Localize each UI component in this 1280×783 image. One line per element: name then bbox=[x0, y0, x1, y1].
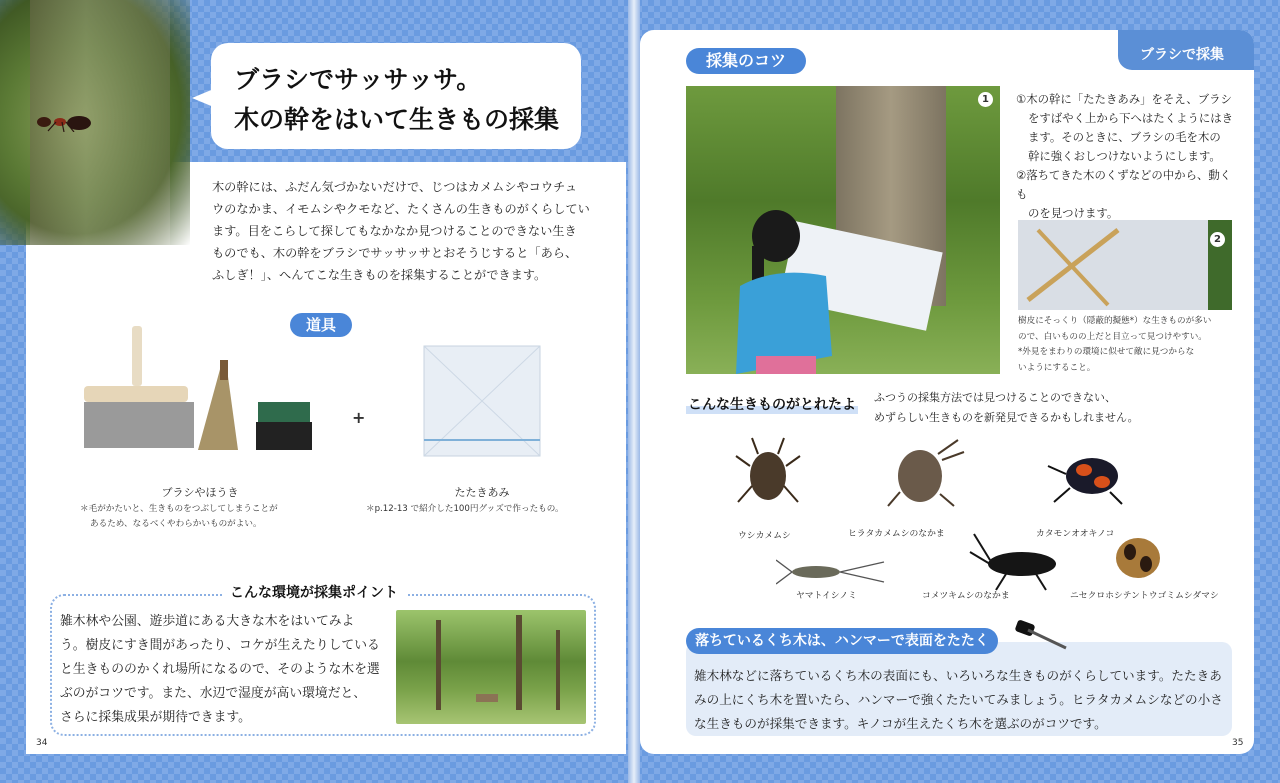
ant-icon bbox=[34, 112, 98, 132]
note-line: ので、白いものの上だと目立って見つけやすい。 bbox=[1018, 331, 1207, 342]
catch-desc-line: めずらしい生きものを新発見できるかもしれません。 bbox=[874, 411, 1139, 424]
fungus-beetle-icon bbox=[1040, 448, 1130, 506]
step-line: ①木の幹に「たたきあみ」をそえ、ブラシ bbox=[1016, 92, 1232, 106]
brushes-illustration bbox=[80, 322, 320, 458]
rotten-wood-text bbox=[694, 664, 1226, 736]
intro-text bbox=[212, 176, 596, 286]
steps-text bbox=[1016, 90, 1238, 223]
tips-label: 採集のコツ bbox=[686, 48, 806, 74]
env-line: ぶのがコツです。また、水辺で湿度が高い環境だと、 bbox=[60, 686, 367, 701]
note-line: *外見をまわりの環境に似せて敵に見つからな bbox=[1018, 347, 1195, 357]
headline-line1: ブラシでサッサッサ。 bbox=[234, 65, 482, 94]
intro-line: 木の幹には、ふだん気づかないだけで、じつはカメムシやコウチュ bbox=[212, 180, 578, 194]
page-number-left: 34 bbox=[36, 738, 48, 748]
intro-line: ウのなかま、イモムシやクモなど、たくさんの生きものがくらしてい bbox=[212, 202, 590, 216]
rot-line: 雑木林などに落ちているくち木の表面にも、いろいろな生きものがくらしています。たたきあ bbox=[694, 668, 1222, 683]
env-line: う。樹皮にすき間があったり、コケが生えたりしている bbox=[60, 638, 380, 653]
rotten-wood-title: 落ちているくち木は、ハンマーで表面をたたく bbox=[686, 628, 998, 654]
net-caption: たたきあみ bbox=[454, 486, 510, 499]
note-line: 樹皮にそっくり（隠蔽的擬態*）な生きものが多い bbox=[1018, 316, 1212, 326]
bristletail-icon bbox=[776, 552, 886, 592]
woodland-photo bbox=[396, 610, 586, 724]
bug-label: ヒラタカメムシのなかま bbox=[848, 529, 945, 539]
bug-label: ウシカメムシ bbox=[738, 531, 791, 541]
env-line: 雑木林や公園、遊歩道にある大きな木をはいてみよ bbox=[60, 614, 355, 629]
bug-label: コメツキムシのなかま bbox=[922, 591, 1010, 601]
mimicry-notes bbox=[1018, 314, 1238, 376]
brush-note bbox=[80, 502, 320, 532]
step-line: のを見つけます。 bbox=[1028, 206, 1119, 220]
step-line: ます。そのときに、ブラシの毛を木の bbox=[1028, 130, 1221, 144]
photo2-badge: 2 bbox=[1210, 232, 1225, 247]
env-line: と生きもののかくれ場所になるので、そのような木を選 bbox=[60, 662, 380, 677]
environment-text bbox=[60, 610, 390, 730]
brushing-photo bbox=[686, 86, 1000, 374]
shield-bug-icon bbox=[728, 436, 808, 508]
debris-photo bbox=[1018, 220, 1232, 310]
catch-description bbox=[874, 388, 1204, 428]
photo1-badge: 1 bbox=[978, 92, 993, 107]
tree-bark-photo bbox=[0, 0, 190, 245]
headline-line2: 木の幹をはいて生きもの採集 bbox=[234, 105, 560, 134]
page-number-right: 35 bbox=[1232, 738, 1244, 748]
brush-note-line: あるため、なるべくやわらかいものがよい。 bbox=[90, 519, 262, 529]
intro-line: ふしぎ！」、へんてこな生きものを採集することができます。 bbox=[212, 268, 547, 282]
catch-desc-line: ふつうの採集方法では見つけることのできない、 bbox=[874, 391, 1116, 404]
step-line: 幹に強くおしつけないようにします。 bbox=[1028, 149, 1221, 163]
intro-line: ます。目をこらして探してもなかなか見つけることのできない生き bbox=[212, 224, 577, 238]
step-line: をすばやく上から下へはたくようにはき bbox=[1028, 111, 1234, 125]
rot-line: みの上にくち木を置いたら、ハンマーで強くたたいてみましょう。ヒラタカメムシなどの小さ bbox=[694, 692, 1223, 707]
net-illustration bbox=[420, 342, 544, 460]
hammer-icon bbox=[1014, 618, 1070, 654]
step-line: ②落ちてきた木のくずなどの中から、動くも bbox=[1016, 168, 1232, 201]
bug-label: ニセクロホシテントウゴミムシダマシ bbox=[1070, 591, 1219, 601]
plus-sign: + bbox=[352, 408, 366, 427]
tools-label: 道具 bbox=[290, 313, 352, 337]
section-tag: ブラシで採集 bbox=[1140, 47, 1224, 63]
net-note: ＊p.12-13 で紹介した100円グッズで作ったもの。 bbox=[366, 504, 564, 514]
note-line: いようにすること。 bbox=[1018, 362, 1096, 373]
headline-bubble bbox=[214, 46, 578, 146]
bug-label: ヤマトイシノミ bbox=[796, 591, 857, 601]
brush-caption: ブラシやほうき bbox=[161, 486, 239, 499]
env-line: さらに採集成果が期待できます。 bbox=[60, 710, 251, 725]
rot-line: な生きものが採集できます。キノコが生えたくち木を選ぶのがコツです。 bbox=[694, 716, 1107, 731]
bug-label: カタモンオオキノコ bbox=[1036, 529, 1115, 539]
flat-bug-icon bbox=[880, 434, 968, 510]
brush-note-line: ＊毛がかたいと、生きものをつぶしてしまうことが bbox=[80, 504, 278, 514]
darkling-beetle-icon bbox=[1110, 530, 1166, 582]
environment-title: こんな環境が採集ポイント bbox=[222, 582, 406, 602]
intro-line: ものでも、木の幹をブラシでサッサッサとおそうじすると「あら、 bbox=[212, 246, 578, 260]
click-beetle-icon bbox=[966, 528, 1066, 594]
book-spine bbox=[628, 0, 640, 783]
catch-title: こんな生きものがとれたよ bbox=[686, 394, 858, 414]
